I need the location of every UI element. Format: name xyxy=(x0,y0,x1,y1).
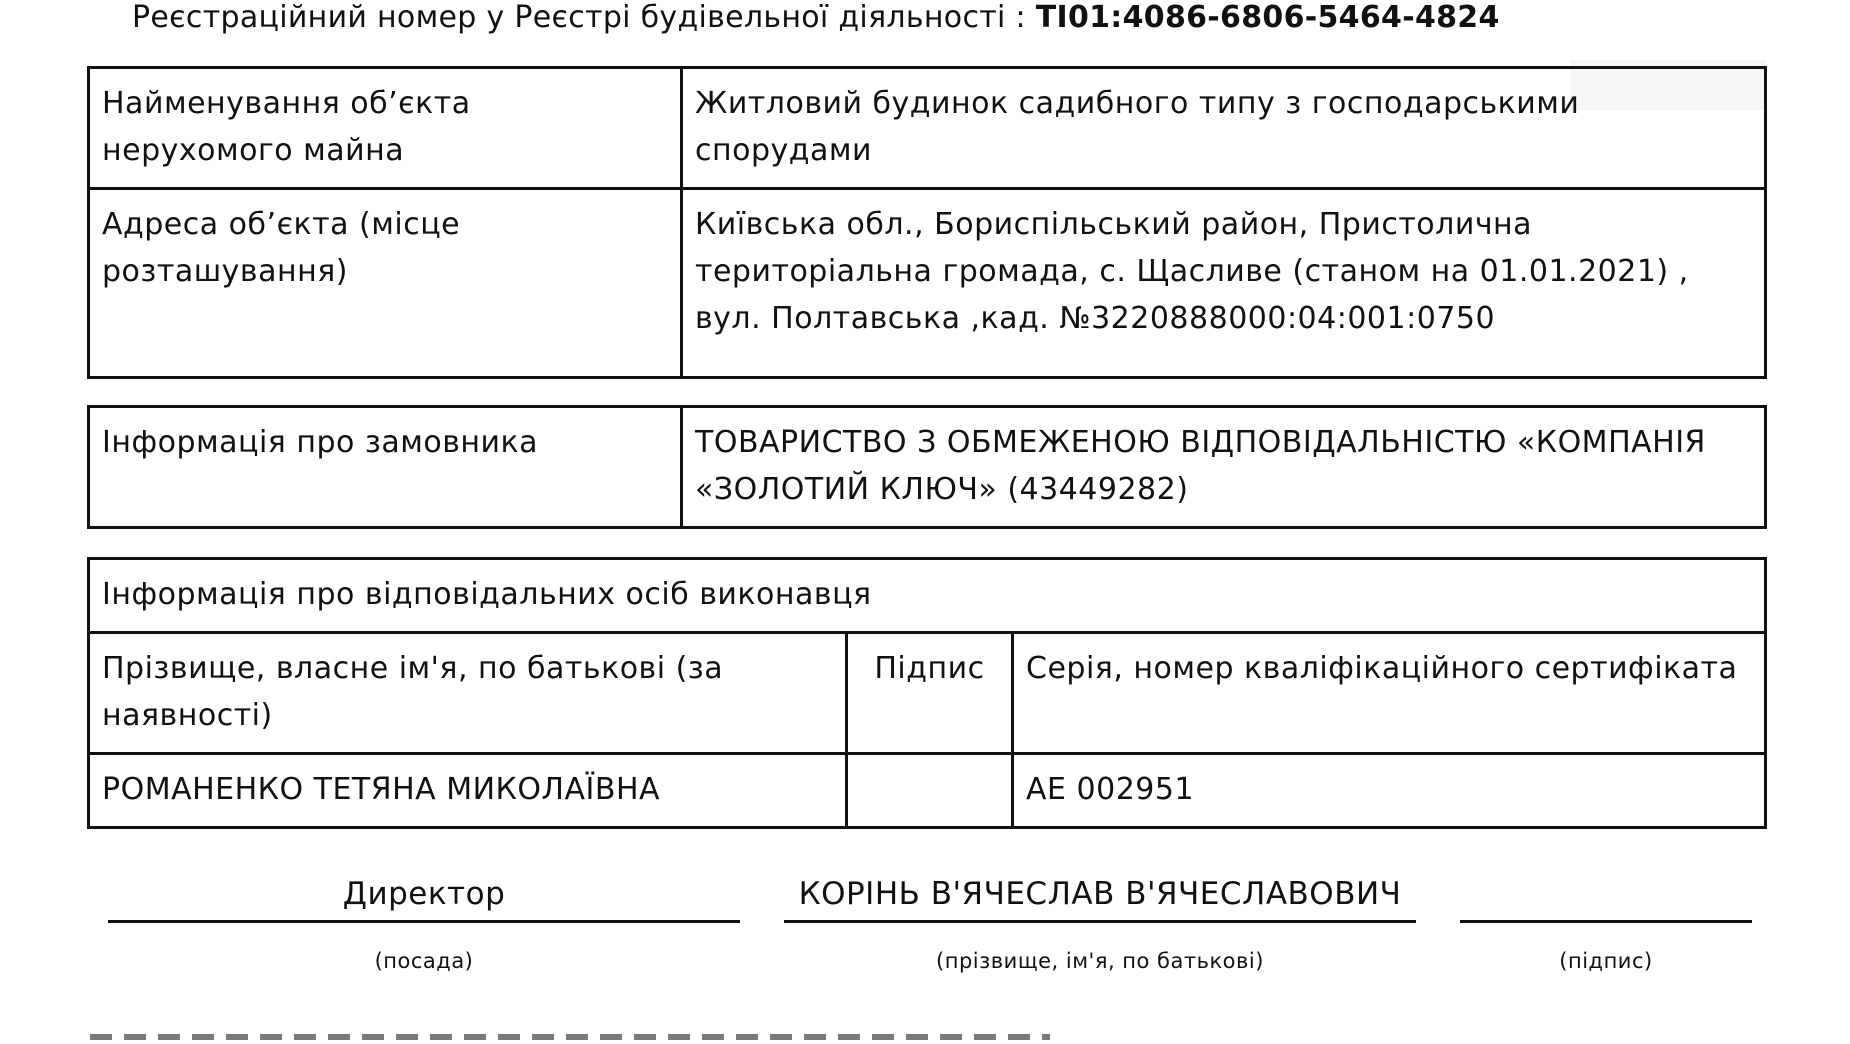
position-value: Директор xyxy=(342,876,506,912)
customer-info-table xyxy=(87,405,1767,529)
table-row xyxy=(89,189,1766,378)
column-header-signature: Підпис xyxy=(847,633,1013,754)
position-caption: (посада) xyxy=(374,949,474,973)
executor-certificate-cell: АЕ 002951 xyxy=(1013,754,1766,828)
column-header-name: Прізвище, власне ім'я, по батькові (за наявності) xyxy=(89,633,847,754)
executor-signature-cell xyxy=(847,754,1013,828)
position-underline xyxy=(108,920,740,923)
executor-name-cell: РОМАНЕНКО ТЕТЯНА МИКОЛАЇВНА xyxy=(89,754,847,828)
customer-value: ТОВАРИСТВО З ОБМЕЖЕНОЮ ВІДПОВІДАЛЬНІСТЮ «КОМПАНІЯ «ЗОЛОТИЙ КЛЮЧ» (43449282) xyxy=(682,407,1766,528)
cropped-text-line xyxy=(90,1030,1050,1044)
registration-label: Реєстраційний номер у Реєстрі будівельної діяльності : xyxy=(132,0,1036,35)
object-address-label: Адреса об’єкта (місце розташування) xyxy=(89,189,682,378)
table-row xyxy=(89,68,1766,189)
table-header-row xyxy=(89,633,1766,754)
executor-info-table xyxy=(87,557,1767,829)
signature-underline xyxy=(1460,920,1752,923)
object-name-value: Житловий будинок садибного типу з господарськими спорудами xyxy=(682,68,1766,189)
table-row xyxy=(89,754,1766,828)
object-info-table xyxy=(87,66,1767,379)
person-name-value: КОРІНЬ В'ЯЧЕСЛАВ В'ЯЧЕСЛАВОВИЧ xyxy=(798,876,1402,912)
customer-label: Інформація про замовника xyxy=(89,407,682,528)
column-header-certificate: Серія, номер кваліфікаційного сертифіката xyxy=(1013,633,1766,754)
registration-number: ТІ01:4086-6806-5464-4824 xyxy=(1035,0,1500,35)
object-name-label: Найменування об’єкта нерухомого майна xyxy=(89,68,682,189)
registration-number-line xyxy=(132,0,1500,36)
person-name-underline xyxy=(784,920,1416,923)
executor-table-title: Інформація про відповідальних осіб виконавця xyxy=(89,559,1766,633)
signature-caption: (підпис) xyxy=(1559,949,1653,973)
object-address-value: Київська обл., Бориспільський район, Пристолична територіальна громада, с. Щасливе (станом на 01.01.2021) , вул. Полтавська ,кад. №3220888000:04:001:0750 xyxy=(682,189,1766,378)
table-row xyxy=(89,407,1766,528)
table-row xyxy=(89,559,1766,633)
person-name-caption: (прізвище, ім'я, по батькові) xyxy=(936,949,1264,973)
